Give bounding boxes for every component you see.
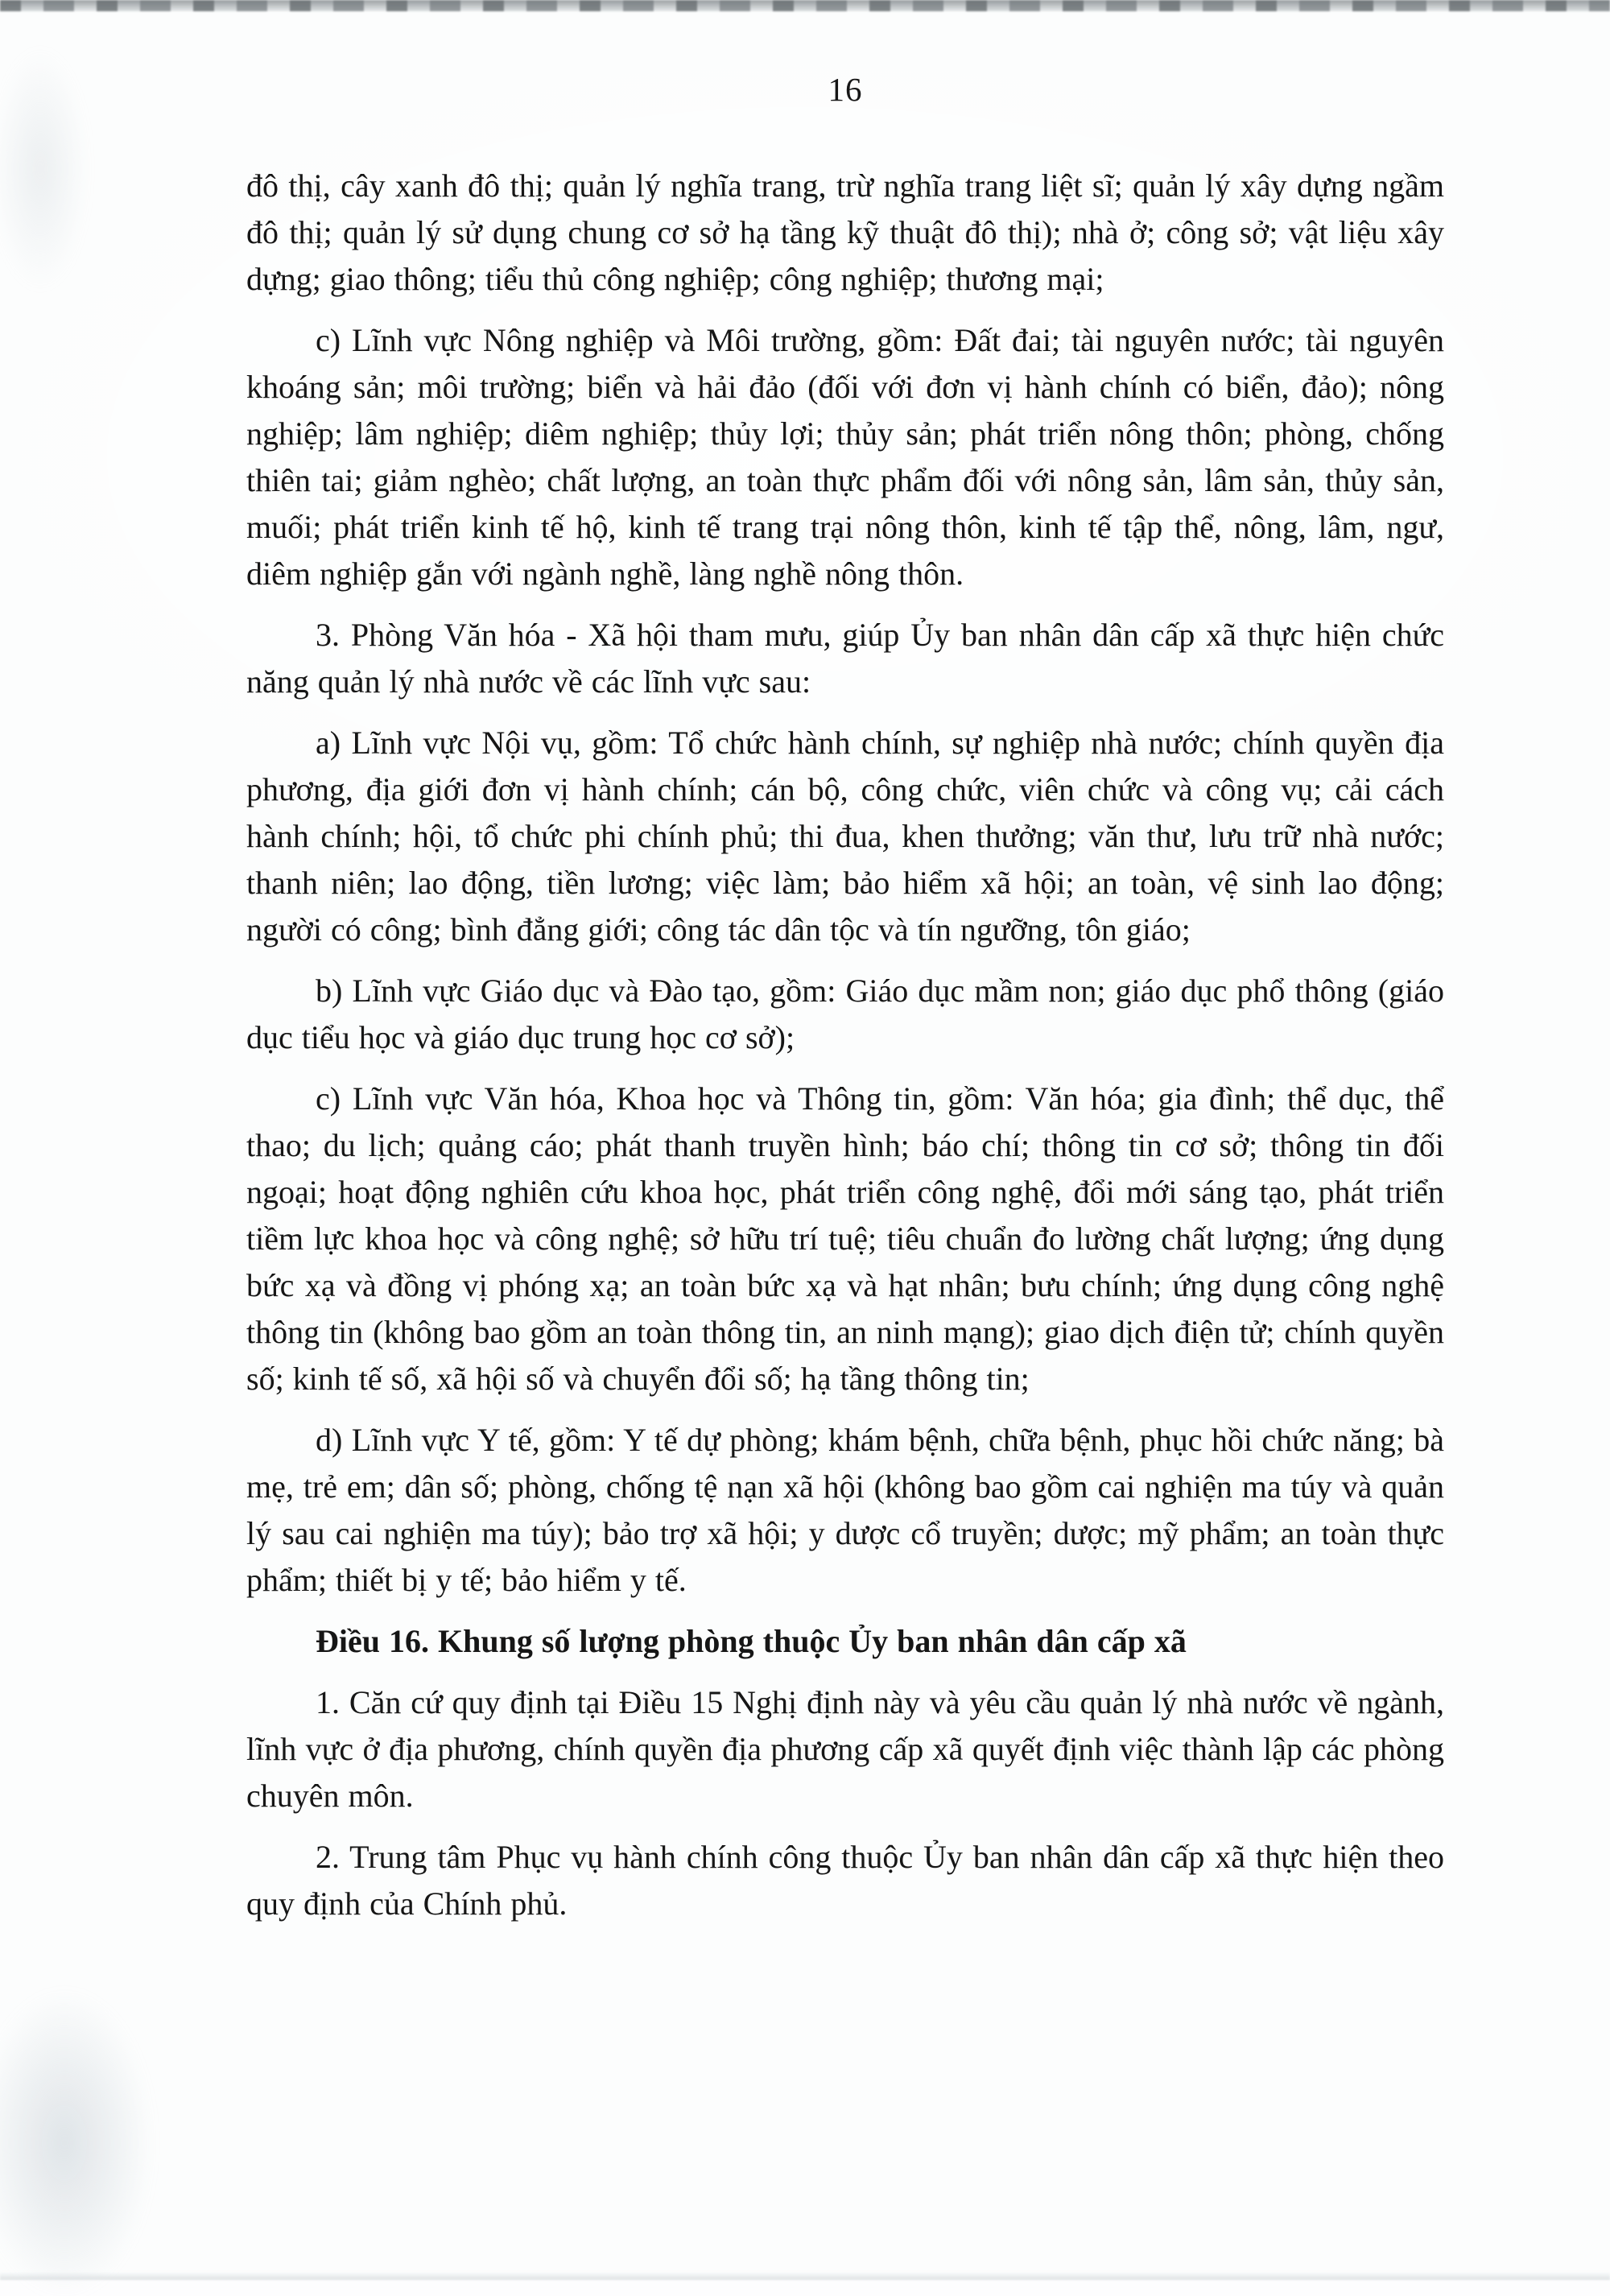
document-text-column xyxy=(246,69,1444,1927)
scan-edge-bottom-artifact xyxy=(0,2272,1610,2280)
paragraph: d) Lĩnh vực Y tế, gồm: Y tế dự phòng; khám bệnh, chữa bệnh, phục hồi chức năng; bà mẹ, trẻ em; dân số; phòng, chống tệ nạn xã hội (không bao gồm cai nghiện ma túy và quản lý sau cai nghiện ma túy); bảo trợ xã hội; y dược cổ truyền; dược; mỹ phẩm; an toàn thực phẩm; thiết bị y tế; bảo hiểm y tế. xyxy=(246,1422,1444,1598)
paragraph: a) Lĩnh vực Nội vụ, gồm: Tổ chức hành chính, sự nghiệp nhà nước; chính quyền địa phương, địa giới đơn vị hành chính; cán bộ, công chức, viên chức và công vụ; cải cách hành chính; hội, tổ chức phi chính phủ; thi đua, khen thưởng; văn thư, lưu trữ nhà nước; thanh niên; lao động, tiền lương; việc làm; bảo hiểm xã hội; an toàn, vệ sinh lao động; người có công; bình đẳng giới; công tác dân tộc và tín ngưỡng, tôn giáo; xyxy=(246,725,1444,948)
document-body xyxy=(246,163,1444,1927)
paragraph: 1. Căn cứ quy định tại Điều 15 Nghị định này và yêu cầu quản lý nhà nước về ngành, lĩnh vực ở địa phương, chính quyền địa phương cấp xã quyết định việc thành lập các phòng chuyên môn. xyxy=(246,1684,1444,1814)
article-heading: Điều 16. Khung số lượng phòng thuộc Ủy ban nhân dân cấp xã xyxy=(316,1623,1187,1659)
scan-smudge-bottom-left xyxy=(0,1990,153,2296)
paragraph: 2. Trung tâm Phục vụ hành chính công thuộc Ủy ban nhân dân cấp xã thực hiện theo quy định của Chính phủ. xyxy=(246,1839,1444,1922)
paragraph: 3. Phòng Văn hóa - Xã hội tham mưu, giúp Ủy ban nhân dân cấp xã thực hiện chức năng quản lý nhà nước về các lĩnh vực sau: xyxy=(246,617,1444,700)
paragraph: đô thị, cây xanh đô thị; quản lý nghĩa trang, trừ nghĩa trang liệt sĩ; quản lý xây dựng ngầm đô thị; quản lý sử dụng chung cơ sở hạ tầng kỹ thuật đô thị); nhà ở; công sở; vật liệu xây dựng; giao thông; tiểu thủ công nghiệp; công nghiệp; thương mại; xyxy=(246,167,1444,297)
scan-smudge-left xyxy=(0,48,89,290)
page-number: 16 xyxy=(828,71,863,108)
scan-edge-top-artifact xyxy=(0,0,1610,11)
paragraph: b) Lĩnh vực Giáo dục và Đào tạo, gồm: Giáo dục mầm non; giáo dục phổ thông (giáo dục tiểu học và giáo dục trung học cơ sở); xyxy=(246,972,1444,1055)
paragraph: c) Lĩnh vực Văn hóa, Khoa học và Thông tin, gồm: Văn hóa; gia đình; thể dục, thể thao; du lịch; quảng cáo; phát thanh truyền hình; báo chí; thông tin cơ sở; thông tin đối ngoại; hoạt động nghiên cứu khoa học, phát triển công nghệ, đổi mới sáng tạo, phát triển tiềm lực khoa học và công nghệ; sở hữu trí tuệ; tiêu chuẩn đo lường chất lượng; ứng dụng bức xạ và đồng vị phóng xạ; an toàn bức xạ và hạt nhân; bưu chính; ứng dụng công nghệ thông tin (không bao gồm an toàn thông tin, an ninh mạng); giao dịch điện tử; chính quyền số; kinh tế số, xã hội số và chuyển đổi số; hạ tầng thông tin; xyxy=(246,1080,1444,1397)
paragraph: c) Lĩnh vực Nông nghiệp và Môi trường, gồm: Đất đai; tài nguyên nước; tài nguyên khoáng sản; môi trường; biển và hải đảo (đối với đơn vị hành chính có biển, đảo); nông nghiệp; lâm nghiệp; diêm nghiệp; thủy lợi; thủy sản; phát triển nông thôn; phòng, chống thiên tai; giảm nghèo; chất lượng, an toàn thực phẩm đối với nông sản, lâm sản, thủy sản, muối; phát triển kinh tế hộ, kinh tế trang trại nông thôn, kinh tế tập thể, nông, lâm, ngư, diêm nghiệp gắn với ngành nghề, làng nghề nông thôn. xyxy=(246,322,1444,592)
